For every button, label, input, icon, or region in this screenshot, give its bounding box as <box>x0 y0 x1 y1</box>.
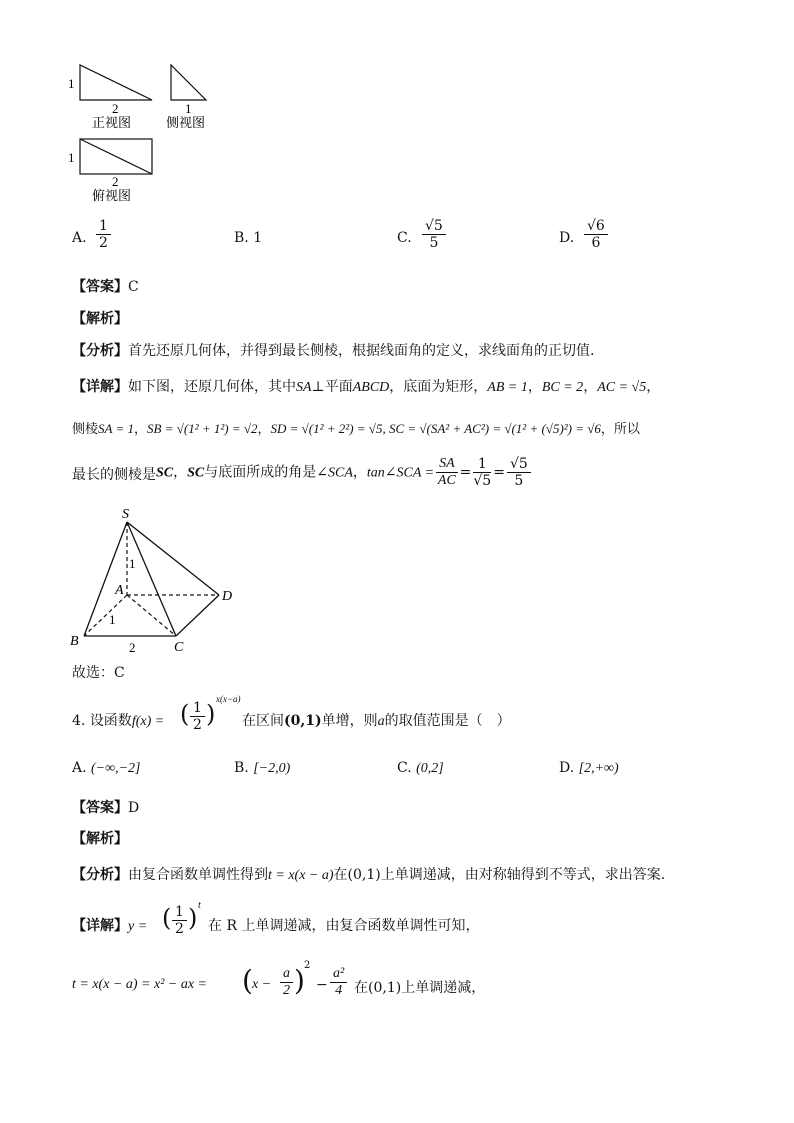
front-view-bottom-label: 2 <box>112 101 119 116</box>
q4-stem-half <box>190 700 205 733</box>
q3-option-b-label: B. <box>234 230 249 246</box>
math: t = x(x − a) <box>268 868 334 883</box>
frac-den: 5 <box>514 473 524 489</box>
math: SA⊥ <box>296 380 325 395</box>
text: 与底面所成的角是 <box>204 464 317 481</box>
math: SB = √(1² + 1²) = √2 <box>147 421 258 436</box>
math: y = <box>128 919 148 934</box>
paren-left: ( <box>162 904 172 932</box>
side-view-bottom-label: 1 <box>185 101 192 116</box>
math: SC <box>156 465 174 481</box>
math: (0,1) <box>347 867 381 883</box>
frac-sa-ac <box>436 456 458 489</box>
vertex-c: C <box>174 640 184 655</box>
q4-detail-x-minus: x − <box>252 977 272 992</box>
q3-detail-line1 <box>72 376 660 396</box>
frac-num: √5 <box>422 218 446 235</box>
math: ABCD <box>352 380 390 395</box>
frac-den: AC <box>437 473 456 488</box>
label-ab: 1 <box>109 612 116 627</box>
frac-num: SA <box>436 456 458 473</box>
text: 上单调递减， <box>401 980 486 996</box>
frac-den: 2 <box>175 921 184 937</box>
text: 由复合函数单调性得到 <box>128 867 268 883</box>
text: 如下图，还原几何体，其中 <box>128 379 296 395</box>
math: , SC = √(SA² + AC²) = √(1² + (√5)²) = √6 <box>382 421 601 436</box>
q3-option-d-label: D. <box>559 230 575 246</box>
fenxi-tag: 【分析】 <box>72 867 128 883</box>
text: 最长的侧棱是 <box>72 466 156 483</box>
frac-num: 1 <box>96 218 111 235</box>
text: ， <box>134 422 148 437</box>
equals: = <box>459 464 472 481</box>
fenxi-tag: 【分析】 <box>72 343 128 359</box>
q3-jiexi: 【解析】 <box>72 311 128 327</box>
vertex-b: B <box>70 634 79 649</box>
math: (0,1) <box>368 980 402 996</box>
option-value: (−∞,−2] <box>91 761 141 776</box>
math: a <box>377 714 385 729</box>
paren-right: ) <box>188 904 198 932</box>
answer-tag: 【答案】 <box>72 279 128 295</box>
vertex-a: A <box>115 583 124 598</box>
q4-stem-rest <box>242 710 511 730</box>
math: (0,1) <box>284 713 322 729</box>
top-view-diagonal <box>80 139 152 174</box>
text: ，底面为矩形， <box>389 379 488 395</box>
text: 单增，则 <box>321 713 378 729</box>
q4-answer <box>72 797 139 817</box>
text: 在 <box>354 980 368 996</box>
q3-detail-line2 <box>72 418 640 437</box>
text: 平面 <box>324 379 353 395</box>
front-view-triangle <box>80 65 152 100</box>
vertex-s: S <box>122 507 129 522</box>
fenxi-text: 首先还原几何体，并得到最长侧棱，根据线面角的定义，求线面角的正切值. <box>128 343 595 359</box>
equals: = <box>493 464 505 481</box>
front-view-caption: 正视图 <box>92 115 132 130</box>
frac-num: a <box>280 966 293 983</box>
text: 的取值范围是（ ） <box>384 713 511 729</box>
paren-right: ) <box>206 700 216 728</box>
math: BC = 2 <box>541 380 584 395</box>
frac-sqrt5-5 <box>507 456 531 489</box>
q3-answer <box>72 276 139 296</box>
frac-den: 2 <box>193 717 202 733</box>
math: SC <box>187 465 205 481</box>
text: ， <box>646 379 661 395</box>
paren-left: ( <box>180 700 190 728</box>
q3-option-c-label: C. <box>397 230 412 246</box>
q3-option-a-frac <box>96 218 111 251</box>
frac-num: 1 <box>172 904 187 921</box>
side-view-caption: 侧视图 <box>166 115 206 130</box>
frac-num: a² <box>330 966 347 983</box>
text: 侧棱 <box>72 422 99 437</box>
q4-detail-a2-over-4 <box>330 966 347 999</box>
q4-stem-exponent: x(x−a) <box>216 694 241 704</box>
vertex-d: D <box>222 589 233 604</box>
q4-detail-square: 2 <box>304 960 311 971</box>
label-bc: 2 <box>129 640 136 655</box>
answer-value: C <box>128 279 139 295</box>
edge-sd <box>127 522 219 595</box>
three-view-figure <box>60 55 230 210</box>
edge-ab <box>84 595 127 636</box>
math: tan∠SCA = <box>366 465 435 481</box>
text: ，所以 <box>600 422 640 437</box>
q4-fenxi <box>72 864 665 884</box>
q4-detail-exponent: t <box>198 900 201 911</box>
math: SD = √(1² + 2²) = √5 <box>270 421 383 436</box>
frac-den: 5 <box>429 235 439 251</box>
option-value: [2,+∞) <box>578 761 619 776</box>
q3-option-a-label: A. <box>72 230 87 246</box>
math: SA = 1 <box>98 421 134 436</box>
frac-num: √6 <box>584 218 608 235</box>
question-number: 4. <box>72 713 86 729</box>
q4-option-c <box>397 760 444 777</box>
q4-stem-intro <box>72 710 164 730</box>
q4-detail-text: 在 R 上单调递减，由复合函数单调性可知， <box>208 918 480 934</box>
option-label: A. <box>72 760 87 776</box>
paren-right: ) <box>294 964 305 997</box>
answer-tag: 【答案】 <box>72 800 128 816</box>
xiangjie-tag: 【详解】 <box>72 918 128 934</box>
edge-cd <box>176 595 219 636</box>
frac-num: 1 <box>473 456 491 473</box>
frac-den: 2 <box>99 235 108 251</box>
xiangjie-tag: 【详解】 <box>72 379 128 395</box>
option-value: (0,2] <box>416 761 444 776</box>
text: 在 <box>333 867 348 883</box>
top-view-bottom-label: 2 <box>112 174 119 189</box>
text: ， <box>173 464 188 481</box>
text: ， <box>583 379 598 395</box>
text: 上单调递减，由对称轴得到不等式，求出答案. <box>380 867 666 883</box>
q3-fenxi <box>72 340 594 360</box>
front-view-side-label: 1 <box>68 76 75 91</box>
math: AB = 1 <box>487 380 528 395</box>
q4-detail-half <box>172 904 187 937</box>
option-value: [−2,0) <box>253 761 291 776</box>
q4-option-b <box>234 760 290 777</box>
text: 在区间 <box>242 713 284 729</box>
math: f(x) = <box>131 714 165 729</box>
edge-sb <box>84 522 127 636</box>
q4-detail-t-expr: t = x(x − a) = x² − ax = <box>72 977 208 992</box>
edge-sc <box>127 522 176 636</box>
paren-left: ( <box>242 964 253 997</box>
text: ， <box>527 379 542 395</box>
q3-option-b-value: 1 <box>253 230 263 246</box>
text: 设函数 <box>89 713 132 729</box>
side-view-triangle <box>171 65 206 100</box>
math: ∠SCA <box>316 465 353 481</box>
math: AC = √5 <box>597 380 647 395</box>
label-sa: 1 <box>129 556 136 571</box>
frac-den: 6 <box>591 235 601 251</box>
q4-jiexi: 【解析】 <box>72 831 128 847</box>
q3-option-c-frac <box>422 218 446 251</box>
frac-1-sqrt5 <box>473 456 491 489</box>
q4-detail-a-over-2 <box>280 966 293 999</box>
text: ， <box>257 422 271 437</box>
top-view-side-label: 1 <box>68 150 75 165</box>
frac-den: 4 <box>335 983 343 998</box>
q4-detail-tag <box>72 915 147 935</box>
answer-value: D <box>128 800 140 816</box>
option-label: D. <box>559 760 575 776</box>
text: ， <box>352 464 367 481</box>
top-view-caption: 俯视图 <box>92 188 132 203</box>
q4-detail-tail <box>354 977 485 997</box>
frac-den: √5 <box>473 473 492 489</box>
q3-option-b <box>234 230 262 246</box>
pyramid-diagram <box>62 502 252 662</box>
q3-select: 故选：C <box>72 665 125 681</box>
q3-detail-line3 <box>72 456 533 489</box>
frac-num: √5 <box>507 456 531 473</box>
q4-option-a <box>72 760 141 777</box>
q4-option-d <box>559 760 619 777</box>
q3-option-d-frac <box>584 218 608 251</box>
option-label: C. <box>397 760 412 776</box>
frac-num: 1 <box>190 700 205 717</box>
frac-den: 2 <box>283 983 290 998</box>
option-label: B. <box>234 760 249 776</box>
edge-ac <box>127 595 176 636</box>
q4-detail-minus: − <box>316 977 328 993</box>
